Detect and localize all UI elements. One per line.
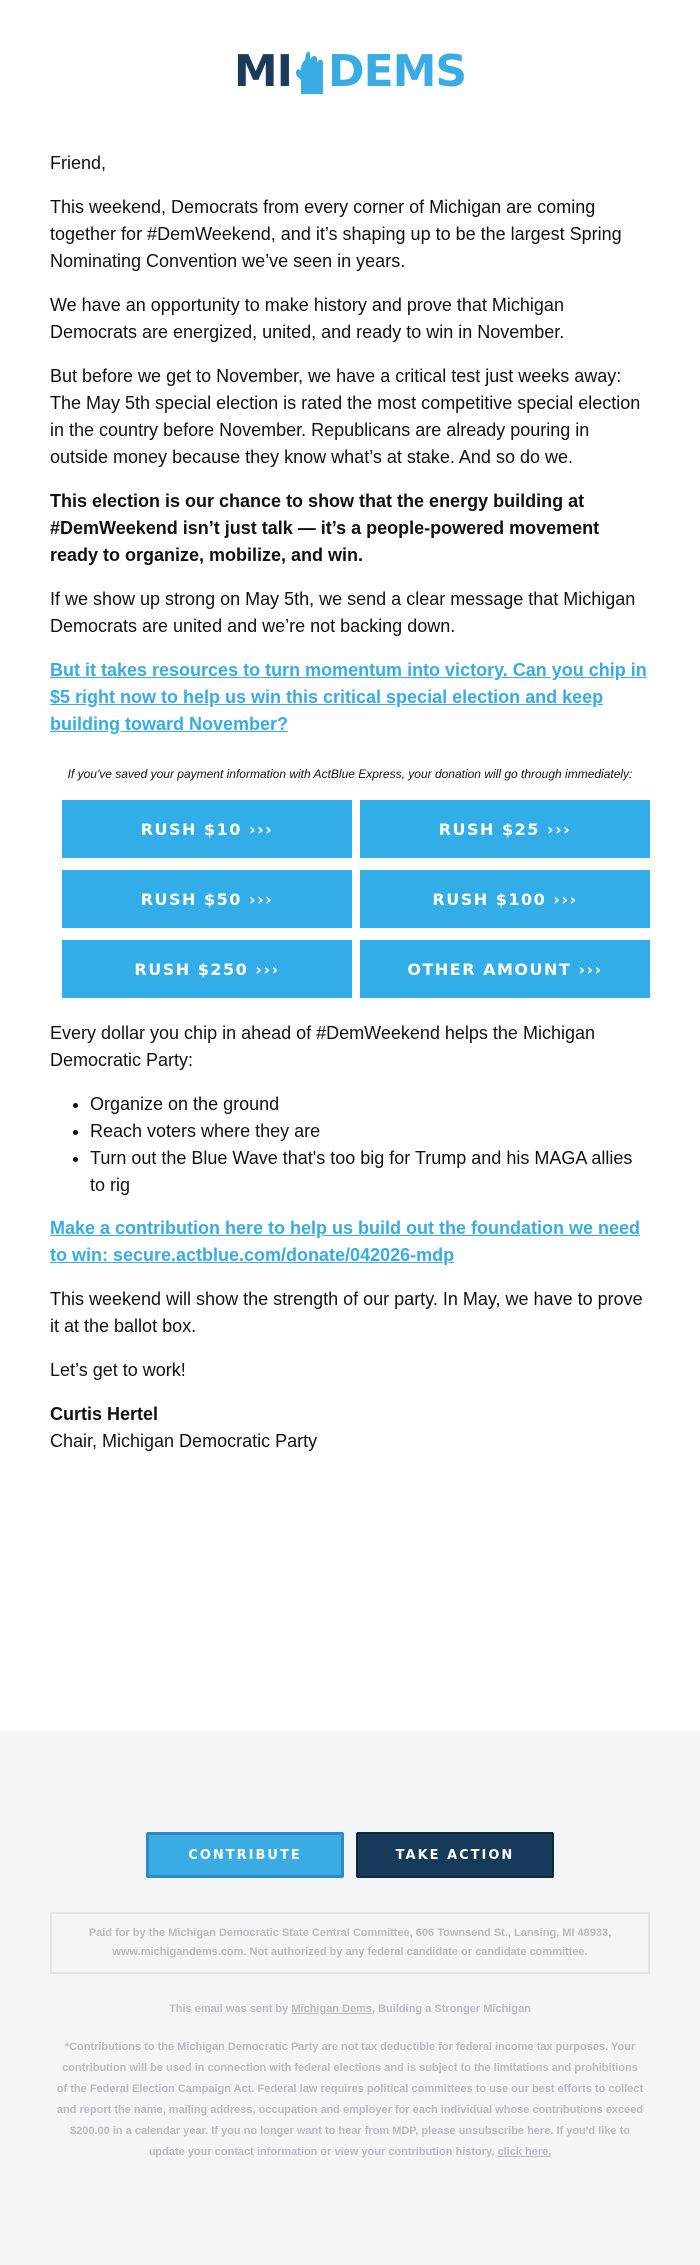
greeting: Friend, — [50, 153, 107, 173]
disclaimer-text: *Contributions to the Michigan Democratic Party are not tax deductible for federal income tax purposes. Your contribution will be used in connection with federal elections and is subject to the limitations and prohibitions of the Federal Election Campaign Act. Federal law requires political committees to use our best efforts to collect and report the name, mailing address, occupation and employer for each individual whose contributions exceed $200.00 in a calendar year. If you no longer want to hear from MDP, please unsubscribe here. If you'd like to update your contact information or view your contribution history, — [56, 2041, 644, 2158]
rush-25-button[interactable]: RUSH $25 ››› — [360, 800, 650, 858]
paragraph-1: This weekend, Democrats from every corner of Michigan are coming together for #DemWeekend, and it’s shaping up to be the largest Spring Nominating Convention we’ve seen in years. — [50, 197, 622, 271]
take-action-button[interactable]: TAKE ACTION — [356, 1832, 554, 1878]
website-link[interactable]: www.michigandems.com — [112, 1946, 244, 1958]
list-item: • Turn out the Blue Wave that's too big for Trump and his MAGA allies to rig — [90, 1145, 650, 1199]
sent-by-prefix: This email was sent by — [169, 2003, 292, 2015]
donate-appeal-link[interactable]: But it takes resources to turn momentum into victory. Can you chip in $5 right now to help us win this critical special election and keep building toward November? — [50, 660, 647, 734]
paid-for-tail: . Not authorized by any federal candidate or candidate committee. — [243, 1946, 588, 1958]
paragraph-7: This weekend will show the strength of our party. In May, we have to prove it at the ballot box. — [50, 1289, 643, 1336]
footer-button-row — [0, 1832, 700, 1878]
mi-dems-logo[interactable] — [233, 46, 467, 97]
signature-name: Curtis Hertel — [50, 1404, 159, 1424]
logo-mi-text: MI — [233, 46, 293, 97]
email-body — [0, 130, 700, 1455]
rush-250-button[interactable]: RUSH $250 ››› — [62, 940, 352, 998]
contribution-link[interactable]: Make a contribution here to help us build out the foundation we need to win: secure.actblue.com/donate/042026-mdp — [50, 1218, 641, 1265]
legal-disclaimer — [56, 2037, 644, 2163]
paid-for-text: Paid for by the Michigan Democratic State Central Committee, 606 Townsend St., Lansing, MI 48933, — [88, 1927, 612, 1939]
rush-50-button[interactable]: RUSH $50 ››› — [62, 870, 352, 928]
paragraph-bold-callout: This election is our chance to show that the energy building at #DemWeekend isn’t just talk — it’s a people-powered movement ready to organize, mobilize, and win. — [50, 491, 600, 565]
other-amount-button[interactable]: OTHER AMOUNT ››› — [360, 940, 650, 998]
donation-button-grid — [50, 800, 650, 998]
sent-by-line — [0, 2003, 700, 2015]
paid-for-disclaimer — [50, 1912, 650, 1974]
click-here-link[interactable]: click here. — [497, 2146, 552, 2158]
actblue-express-note: If you've saved your payment information with ActBlue Express, your donation will go through immediately: — [67, 767, 633, 781]
rush-100-button[interactable]: RUSH $100 ››› — [360, 870, 650, 928]
signature-title: Chair, Michigan Democratic Party — [50, 1431, 318, 1451]
paragraph-5: If we show up strong on May 5th, we send a clear message that Michigan Democrats are united and we’re not backing down. — [50, 589, 636, 636]
paragraph-3: But before we get to November, we have a critical test just weeks away: The May 5th special election is rated the most competitive special election in the country before November. Republicans are already pouring in outside money because they know what’s at stake. And so do we. — [50, 366, 641, 467]
logo-dems-text: DEMS — [328, 46, 467, 97]
sent-by-suffix: , Building a Stronger Michigan — [372, 2003, 531, 2015]
paragraph-2: We have an opportunity to make history and prove that Michigan Democrats are energized, united, and ready to win in November. — [50, 295, 565, 342]
paragraph-8: Let’s get to work! — [50, 1360, 186, 1380]
rush-10-button[interactable]: RUSH $10 ››› — [62, 800, 352, 858]
michigan-mitten-icon — [293, 50, 327, 94]
sender-link[interactable]: Michigan Dems — [291, 2003, 373, 2015]
list-item: • Organize on the ground — [90, 1091, 650, 1118]
list-item: • Reach voters where they are — [90, 1118, 650, 1145]
paragraph-6: Every dollar you chip in ahead of #DemWeekend helps the Michigan Democratic Party: — [50, 1023, 595, 1070]
contribute-button[interactable]: CONTRIBUTE — [146, 1832, 344, 1878]
benefits-list — [90, 1091, 650, 1199]
email-header — [0, 0, 700, 130]
email-footer — [0, 1731, 700, 2265]
